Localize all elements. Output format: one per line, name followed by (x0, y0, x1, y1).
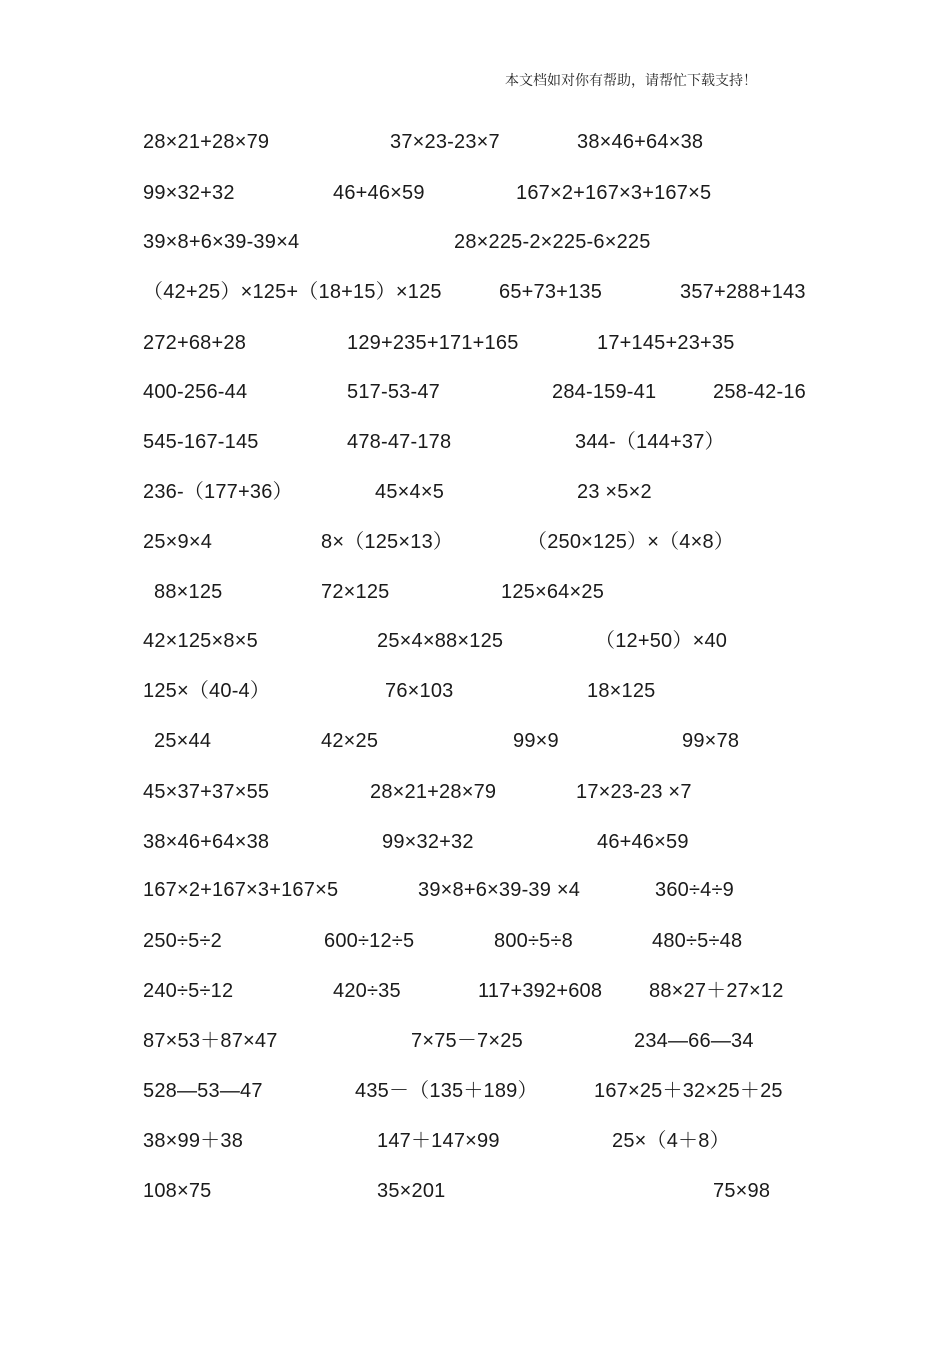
exercise-row-7 (0, 428, 950, 456)
expression: 99×32+32 (143, 182, 235, 204)
expression: 167×25＋32×25＋25 (594, 1080, 783, 1102)
expression: 360÷4÷9 (655, 879, 734, 901)
expression: 46+46×59 (597, 831, 689, 853)
expression: 420÷35 (333, 980, 401, 1002)
expression: 45×37+37×55 (143, 781, 270, 803)
exercise-row-21 (0, 1127, 950, 1155)
expression: 39×8+6×39-39×4 (143, 231, 300, 253)
exercise-row-22 (0, 1177, 950, 1205)
expression: 25×9×4 (143, 531, 213, 553)
expression: 87×53＋87×47 (143, 1030, 278, 1052)
expression: 76×103 (385, 680, 454, 702)
exercise-row-2 (0, 179, 950, 207)
expression: 480÷5÷48 (652, 930, 743, 952)
expression: 42×25 (321, 730, 379, 752)
exercise-row-3 (0, 228, 950, 256)
expression: 72×125 (321, 581, 390, 603)
expression: 108×75 (143, 1180, 212, 1202)
expression: 17+145+23+35 (597, 332, 735, 354)
expression: 125×（40-4） (143, 680, 271, 702)
expression: 435－（135＋189） (355, 1080, 538, 1102)
exercise-row-5 (0, 329, 950, 357)
exercise-row-13 (0, 727, 950, 755)
expression: 28×225-2×225-6×225 (454, 231, 651, 253)
exercise-row-15 (0, 828, 950, 856)
expression: 240÷5÷12 (143, 980, 234, 1002)
expression: 75×98 (713, 1180, 771, 1202)
expression: 28×21+28×79 (370, 781, 497, 803)
exercise-row-10 (0, 578, 950, 606)
expression: 99×78 (682, 730, 740, 752)
expression: 272+68+28 (143, 332, 247, 354)
expression: 99×32+32 (382, 831, 474, 853)
expression: 600÷12÷5 (324, 930, 415, 952)
exercise-row-11 (0, 627, 950, 655)
expression: 147＋147×99 (377, 1130, 500, 1152)
expression: 88×27＋27×12 (649, 980, 784, 1002)
expression: 8×（125×13） (321, 531, 454, 553)
exercise-row-16 (0, 876, 950, 904)
expression: 284-159-41 (552, 381, 657, 403)
expression: 167×2+167×3+167×5 (143, 879, 339, 901)
expression: 18×125 (587, 680, 656, 702)
expression: 478-47-178 (347, 431, 452, 453)
expression: （42+25）×125+（18+15）×125 (143, 281, 442, 303)
exercise-row-8 (0, 478, 950, 506)
expression: 7×75－7×25 (411, 1030, 523, 1052)
exercise-row-18 (0, 977, 950, 1005)
expression: 344-（144+37） (575, 431, 725, 453)
exercise-row-4 (0, 278, 950, 306)
expression: 167×2+167×3+167×5 (516, 182, 712, 204)
expression: 35×201 (377, 1180, 446, 1202)
exercise-row-9 (0, 528, 950, 556)
exercise-row-14 (0, 778, 950, 806)
expression: 117+392+608 (478, 980, 603, 1002)
expression: 42×125×8×5 (143, 630, 258, 652)
expression: 236-（177+36） (143, 481, 293, 503)
expression: 25×（4＋8） (612, 1130, 730, 1152)
expression: （250×125）×（4×8） (527, 531, 735, 553)
expression: 99×9 (513, 730, 559, 752)
expression: （12+50）×40 (595, 630, 728, 652)
expression: 37×23-23×7 (390, 131, 500, 153)
expression: 38×46+64×38 (143, 831, 270, 853)
expression: 23 ×5×2 (577, 481, 652, 503)
expression: 528—53—47 (143, 1080, 263, 1102)
expression: 65+73+135 (499, 281, 603, 303)
expression: 545-167-145 (143, 431, 259, 453)
expression: 258-42-16 (713, 381, 806, 403)
expression: 357+288+143 (680, 281, 806, 303)
expression: 45×4×5 (375, 481, 445, 503)
expression: 250÷5÷2 (143, 930, 222, 952)
page-header-note: 本文档如对你有帮助，请帮忙下载支持！ (505, 73, 757, 89)
expression: 38×46+64×38 (577, 131, 704, 153)
exercise-row-20 (0, 1077, 950, 1105)
expression: 39×8+6×39-39 ×4 (418, 879, 581, 901)
exercise-row-1 (0, 128, 950, 156)
expression: 800÷5÷8 (494, 930, 573, 952)
exercise-row-19 (0, 1027, 950, 1055)
exercise-row-17 (0, 927, 950, 955)
expression: 38×99＋38 (143, 1130, 244, 1152)
expression: 46+46×59 (333, 182, 425, 204)
exercise-row-12 (0, 677, 950, 705)
expression: 400-256-44 (143, 381, 248, 403)
expression: 28×21+28×79 (143, 131, 270, 153)
expression: 17×23-23 ×7 (576, 781, 692, 803)
expression: 234—66—34 (634, 1030, 754, 1052)
expression: 88×125 (154, 581, 223, 603)
expression: 517-53-47 (347, 381, 440, 403)
expression: 129+235+171+165 (347, 332, 519, 354)
exercise-row-6 (0, 378, 950, 406)
expression: 125×64×25 (501, 581, 605, 603)
expression: 25×44 (154, 730, 212, 752)
expression: 25×4×88×125 (377, 630, 504, 652)
